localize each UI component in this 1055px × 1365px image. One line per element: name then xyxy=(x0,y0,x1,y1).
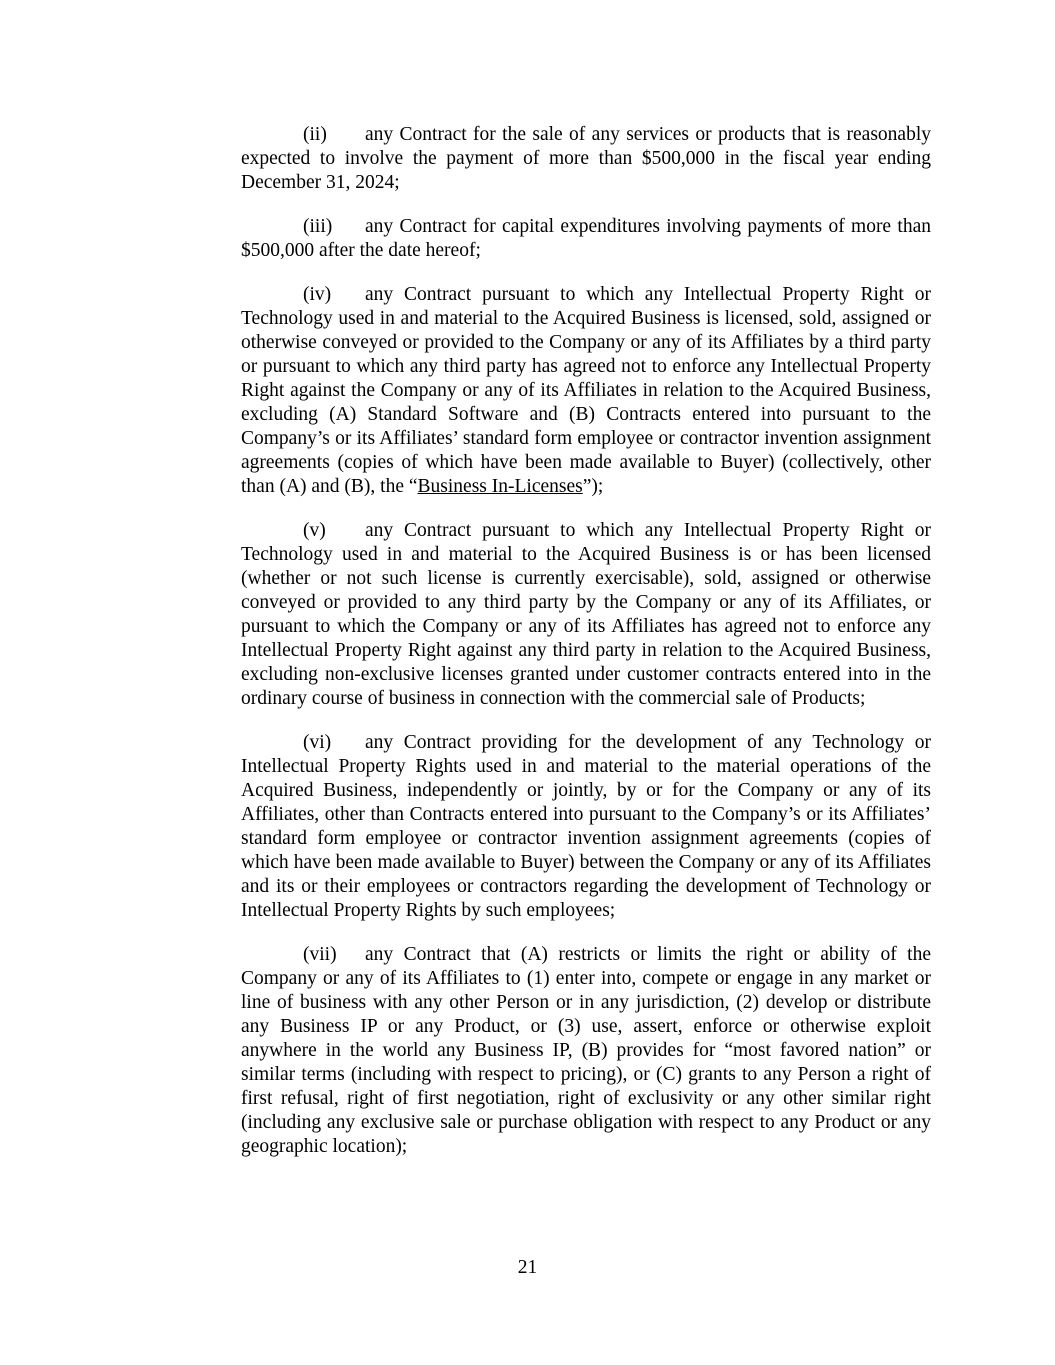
clause-vii xyxy=(241,943,931,1159)
clause-text: any Contract for the sale of any services or products that is reasonably expected to involve the payment of more than $500,000 in the fiscal year ending December 31, 2024; xyxy=(241,124,931,193)
page-number: 21 xyxy=(517,1257,538,1278)
clause-text: any Contract pursuant to which any Intellectual Property Right or Technology used in and material to the Acquired Business is licensed, sold, assigned or otherwise conveyed or provided to the Company or any of its Affiliates by a third party or pursuant to which any third party has agreed not to enforce any Intellectual Property Right against the Company or any of its Affiliates in relation to the Acquired Business, excluding (A) Standard Software and (B) Contracts entered into pursuant to the Company’s or its Affiliates’ standard form employee or contractor invention assignment agreements (copies of which have been made available to Buyer) (collectively, other than (A) and (B), the “ xyxy=(241,284,931,497)
clause-text: any Contract for capital expenditures involving payments of more than $500,000 after the date hereof; xyxy=(241,216,931,261)
clause-number: (v) xyxy=(303,520,326,541)
clause-text: any Contract that (A) restricts or limits the right or ability of the Company or any of its Affiliates to (1) enter into, compete or engage in any market or line of business with any other Person or in any jurisdiction, (2) develop or distribute any Business IP or any Product, or (3) use, assert, enforce or otherwise exploit anywhere in the world any Business IP, (B) provides for “most favored nation” or similar terms (including with respect to pricing), or (C) grants to any Person a right of first refusal, right of first negotiation, right of exclusivity or any other similar right (including any exclusive sale or purchase obligation with respect to any Product or any geographic location); xyxy=(241,944,931,1157)
clause-vi xyxy=(241,731,931,923)
clause-number: (vii) xyxy=(303,944,337,965)
clause-text-end: ”); xyxy=(582,476,604,497)
clause-text: any Contract providing for the development of any Technology or Intellectual Property Rights used in and material to the material operations of the Acquired Business, independently or jointly, by or for the Company or any of its Affiliates, other than Contracts entered into pursuant to the Company’s or its Affiliates’ standard form employee or contractor invention assignment agreements (copies of which have been made available to Buyer) between the Company or any of its Affiliates and its or their employees or contractors regarding the development of Technology or Intellectual Property Rights by such employees; xyxy=(241,732,931,921)
clause-ii xyxy=(241,123,931,195)
clause-iv xyxy=(241,283,931,499)
clause-text: any Contract pursuant to which any Intellectual Property Right or Technology used in and material to the Acquired Business is or has been licensed (whether or not such license is currently exercisable), sold, assigned or otherwise conveyed or provided to any third party by the Company or any of its Affiliates, or pursuant to which the Company or any of its Affiliates has agreed not to enforce any Intellectual Property Right against any third party in relation to the Acquired Business, excluding non-exclusive licenses granted under customer contracts entered into in the ordinary course of business in connection with the commercial sale of Products; xyxy=(241,520,931,709)
clause-number: (iii) xyxy=(303,216,333,237)
defined-term-business-in-licenses: Business In-Licenses xyxy=(417,476,583,497)
clause-number: (iv) xyxy=(303,284,332,305)
clause-iii xyxy=(241,215,931,263)
clause-v xyxy=(241,519,931,711)
clause-number: (ii) xyxy=(303,124,327,145)
document-body xyxy=(241,123,931,1179)
clause-number: (vi) xyxy=(303,732,332,753)
